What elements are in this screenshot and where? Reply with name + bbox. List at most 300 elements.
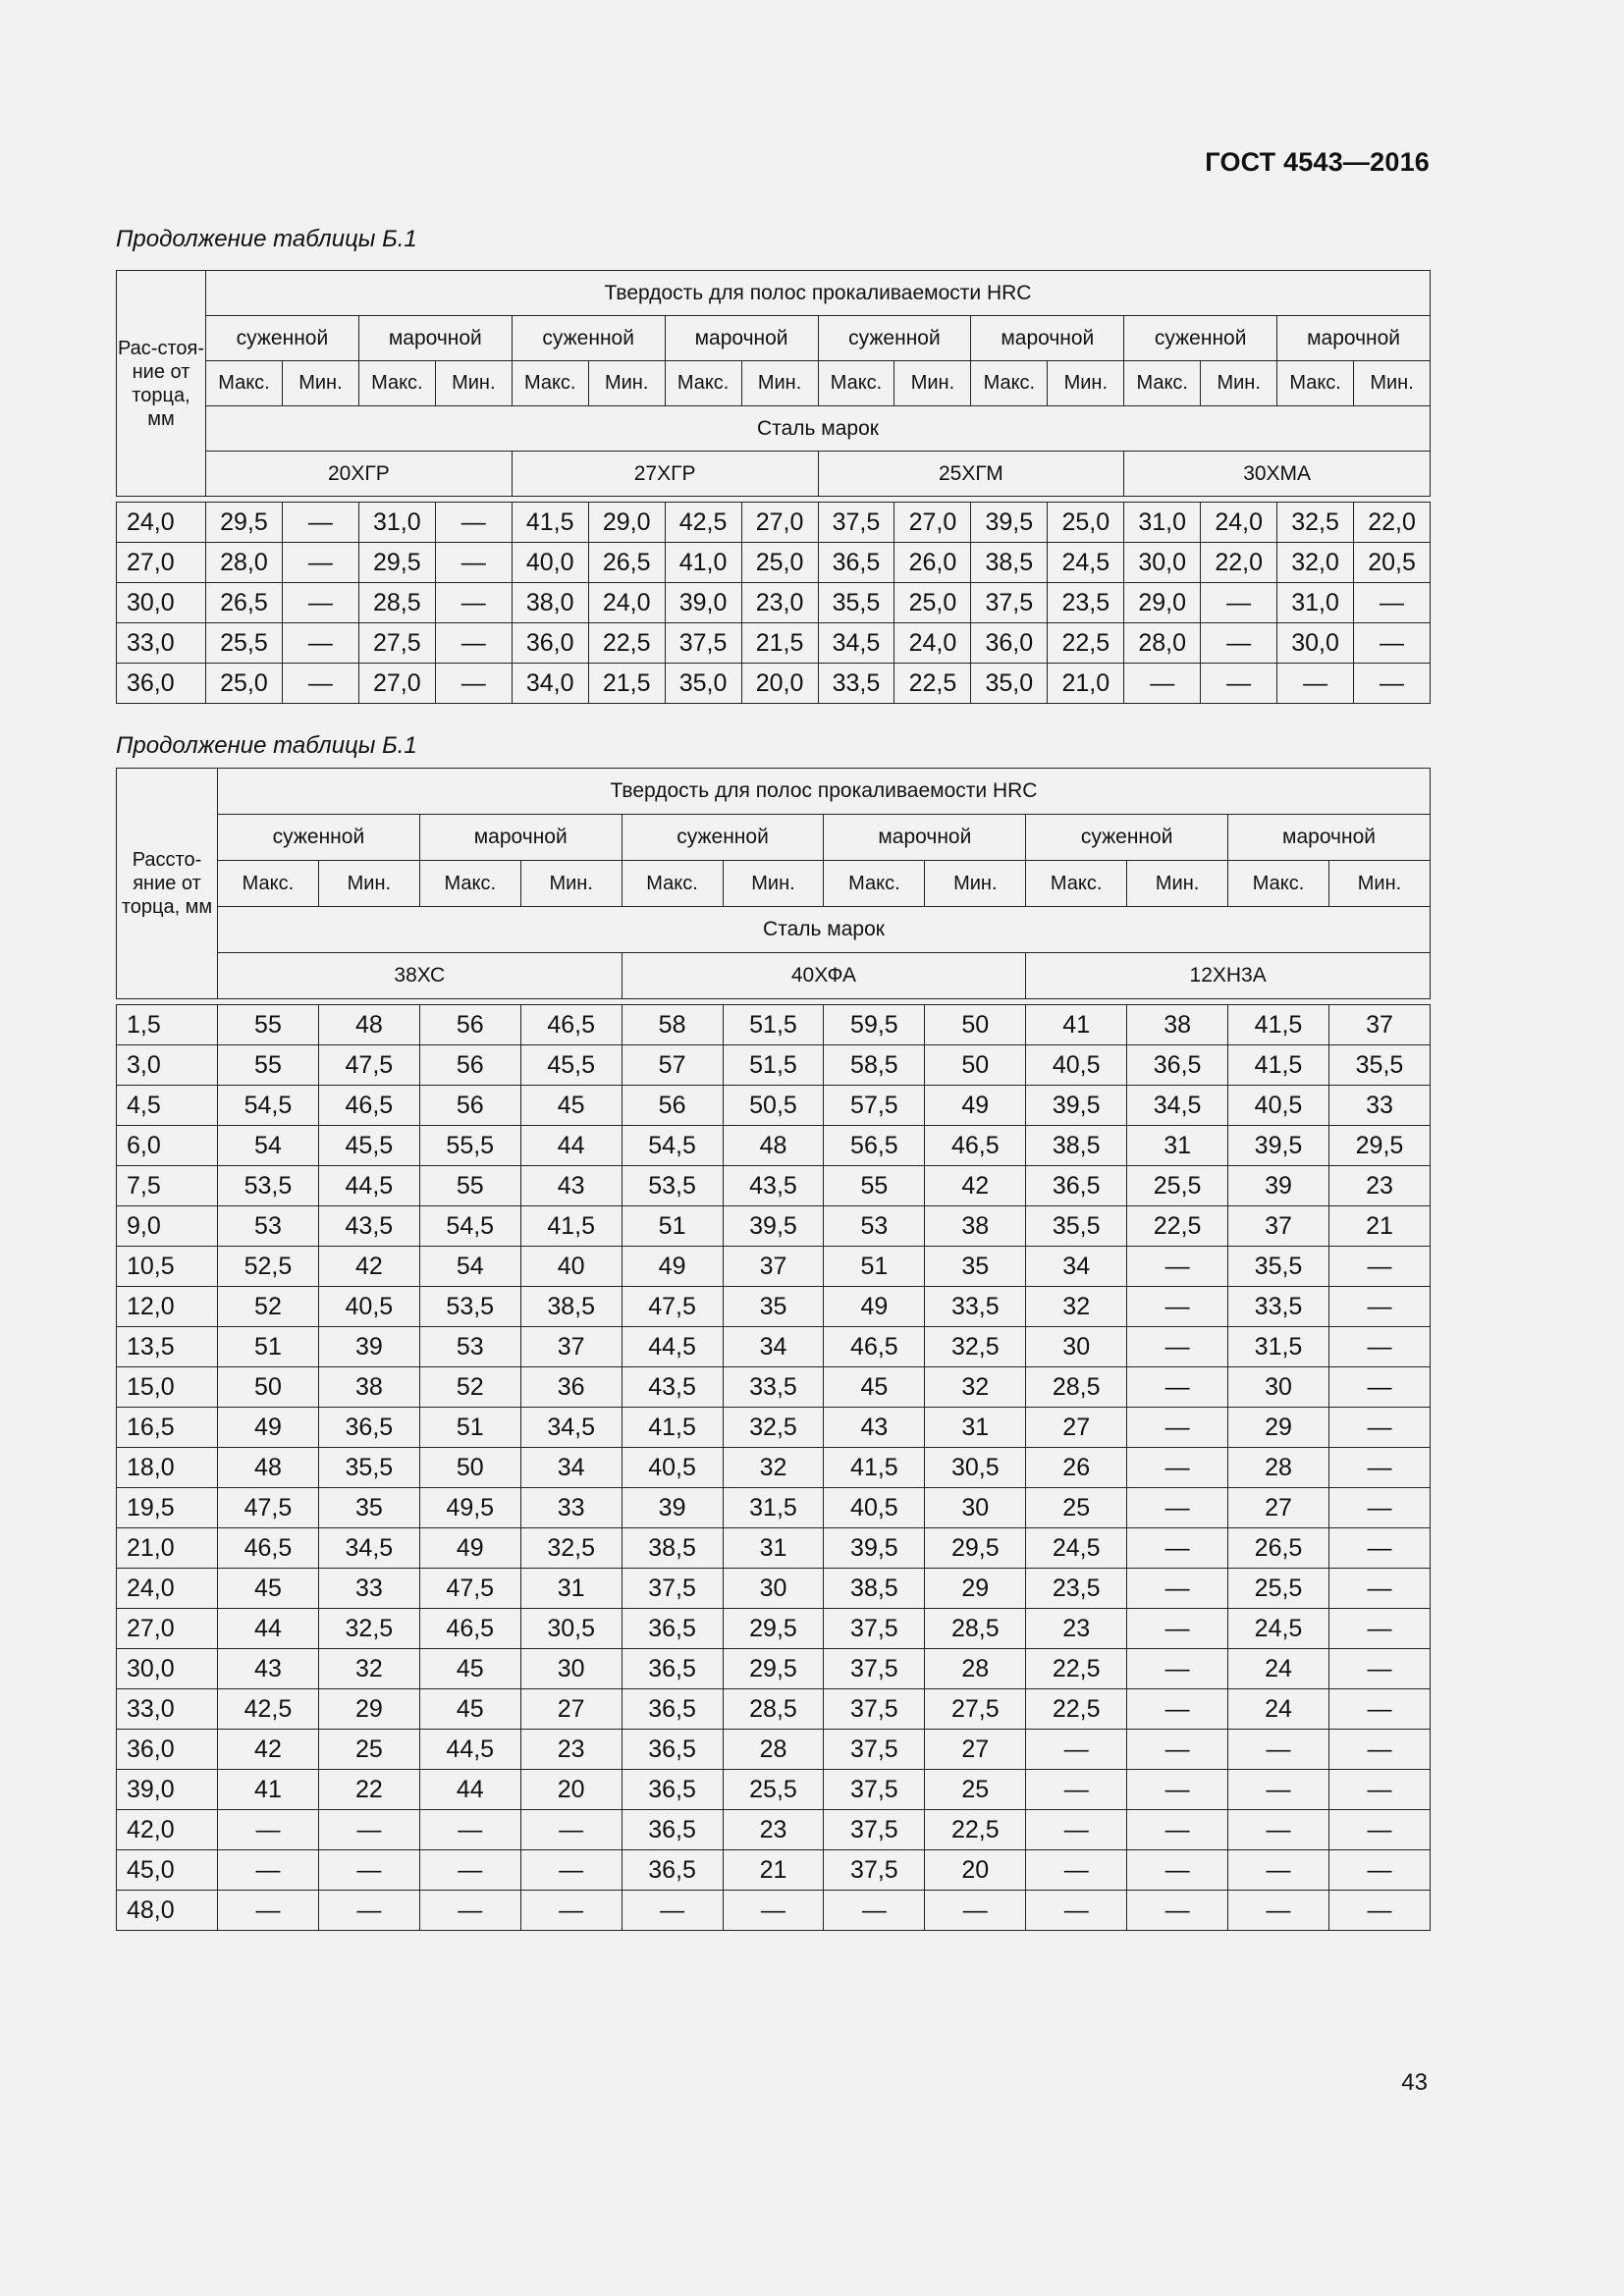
value-cell: — <box>1127 1327 1228 1367</box>
value-cell: 37,5 <box>824 1730 925 1770</box>
table-row <box>117 1408 1431 1448</box>
minmax-header: Макс. <box>206 361 283 406</box>
value-cell: 44,5 <box>318 1166 419 1206</box>
value-cell: 52 <box>419 1367 520 1408</box>
value-cell: 36,5 <box>622 1730 723 1770</box>
table-row <box>117 1448 1431 1488</box>
minmax-header: Макс. <box>818 361 894 406</box>
band-header: суженной <box>512 316 665 361</box>
value-cell: 49 <box>824 1287 925 1327</box>
distance-cell: 1,5 <box>117 1005 218 1045</box>
value-cell: 20,0 <box>741 664 818 704</box>
value-cell: — <box>1026 1850 1127 1891</box>
steel-title: Сталь марок <box>218 907 1431 953</box>
distance-cell: 15,0 <box>117 1367 218 1408</box>
value-cell: 41,5 <box>824 1448 925 1488</box>
value-cell: 37 <box>520 1327 622 1367</box>
value-cell: 23 <box>1328 1166 1430 1206</box>
value-cell: 33,5 <box>925 1287 1026 1327</box>
corner-header: Рас-стоя-ние от торца, мм <box>117 271 206 497</box>
value-cell: 43,5 <box>622 1367 723 1408</box>
value-cell: 32 <box>1026 1287 1127 1327</box>
value-cell: 25,0 <box>894 583 971 623</box>
value-cell: 48 <box>318 1005 419 1045</box>
value-cell: 44 <box>419 1770 520 1810</box>
value-cell: 38 <box>318 1367 419 1408</box>
value-cell: 34 <box>1026 1247 1127 1287</box>
value-cell: 30,0 <box>1277 623 1354 664</box>
value-cell: — <box>1127 1850 1228 1891</box>
value-cell: — <box>1328 1569 1430 1609</box>
value-cell: 44 <box>520 1126 622 1166</box>
value-cell: 32,5 <box>318 1609 419 1649</box>
band-header: марочной <box>358 316 512 361</box>
value-cell: — <box>1127 1649 1228 1689</box>
distance-cell: 27,0 <box>117 543 206 583</box>
distance-cell: 4,5 <box>117 1086 218 1126</box>
distance-cell: 3,0 <box>117 1045 218 1086</box>
value-cell: 26,5 <box>1228 1528 1329 1569</box>
value-cell: 56,5 <box>824 1126 925 1166</box>
value-cell: 37 <box>1228 1206 1329 1247</box>
value-cell: 29,5 <box>1328 1126 1430 1166</box>
value-cell: 36,0 <box>512 623 588 664</box>
value-cell: 25 <box>925 1770 1026 1810</box>
value-cell: 30,0 <box>1124 543 1201 583</box>
value-cell: 31 <box>723 1528 824 1569</box>
minmax-header: Мин. <box>1201 361 1277 406</box>
value-cell: 41,5 <box>520 1206 622 1247</box>
value-cell: — <box>1127 1810 1228 1850</box>
value-cell: 55,5 <box>419 1126 520 1166</box>
value-cell: 53 <box>419 1327 520 1367</box>
distance-cell: 16,5 <box>117 1408 218 1448</box>
value-cell: — <box>1328 1488 1430 1528</box>
minmax-header: Макс. <box>1228 861 1329 907</box>
value-cell: — <box>1127 1287 1228 1327</box>
value-cell: 39,5 <box>1026 1086 1127 1126</box>
value-cell: 33,5 <box>723 1367 824 1408</box>
value-cell: 36,5 <box>622 1609 723 1649</box>
value-cell: — <box>1328 1649 1430 1689</box>
value-cell: — <box>1026 1770 1127 1810</box>
value-cell: 51 <box>622 1206 723 1247</box>
value-cell: 35,0 <box>971 664 1048 704</box>
distance-cell: 39,0 <box>117 1770 218 1810</box>
distance-cell: 24,0 <box>117 503 206 543</box>
band-header: марочной <box>824 815 1026 861</box>
value-cell: 24,0 <box>894 623 971 664</box>
value-cell: 41 <box>218 1770 319 1810</box>
table-row <box>117 1810 1431 1850</box>
value-cell: 32,0 <box>1277 543 1354 583</box>
value-cell: — <box>1328 1408 1430 1448</box>
value-cell: 30 <box>723 1569 824 1609</box>
value-cell: — <box>1127 1488 1228 1528</box>
distance-cell: 42,0 <box>117 1810 218 1850</box>
value-cell: 32 <box>318 1649 419 1689</box>
value-cell: 45 <box>419 1649 520 1689</box>
value-cell: 53 <box>218 1206 319 1247</box>
value-cell: 36,5 <box>1026 1166 1127 1206</box>
distance-cell: 36,0 <box>117 664 206 704</box>
value-cell: 24,5 <box>1026 1528 1127 1569</box>
value-cell: — <box>1328 1850 1430 1891</box>
value-cell: 20 <box>925 1850 1026 1891</box>
distance-cell: 6,0 <box>117 1126 218 1166</box>
distance-cell: 12,0 <box>117 1287 218 1327</box>
value-cell: — <box>282 543 358 583</box>
value-cell: 59,5 <box>824 1005 925 1045</box>
value-cell: 23 <box>723 1810 824 1850</box>
value-cell: 50 <box>925 1005 1026 1045</box>
value-cell: 38 <box>1127 1005 1228 1045</box>
value-cell: 36,5 <box>622 1649 723 1689</box>
value-cell: 27,0 <box>894 503 971 543</box>
minmax-header: Макс. <box>218 861 319 907</box>
value-cell: — <box>282 623 358 664</box>
value-cell: 41 <box>1026 1005 1127 1045</box>
value-cell: 51 <box>824 1247 925 1287</box>
value-cell: 23,0 <box>741 583 818 623</box>
value-cell: 22,5 <box>894 664 971 704</box>
value-cell: 39,5 <box>824 1528 925 1569</box>
value-cell: 58,5 <box>824 1045 925 1086</box>
grade-header: 30ХМА <box>1124 452 1431 497</box>
corner-header: Рассто-яние от торца, мм <box>117 769 218 999</box>
value-cell: 22,5 <box>588 623 665 664</box>
value-cell: 28,5 <box>723 1689 824 1730</box>
minmax-header: Мин. <box>1354 361 1431 406</box>
value-cell: 28,5 <box>358 583 435 623</box>
value-cell: 54 <box>218 1126 319 1166</box>
value-cell: 34,5 <box>818 623 894 664</box>
value-cell: 37,5 <box>824 1649 925 1689</box>
value-cell: 37 <box>1328 1005 1430 1045</box>
value-cell: 26,0 <box>894 543 971 583</box>
value-cell: 35,5 <box>818 583 894 623</box>
value-cell: — <box>1127 1247 1228 1287</box>
table-caption: Продолжение таблицы Б.1 <box>116 226 417 252</box>
value-cell: 46,5 <box>419 1609 520 1649</box>
value-cell: 25 <box>318 1730 419 1770</box>
value-cell: — <box>520 1810 622 1850</box>
page-number: 43 <box>1401 2069 1428 2096</box>
value-cell: 50 <box>218 1367 319 1408</box>
value-cell: 21,5 <box>741 623 818 664</box>
value-cell: — <box>1026 1810 1127 1850</box>
value-cell: 27 <box>925 1730 1026 1770</box>
value-cell: 29,0 <box>1124 583 1201 623</box>
value-cell: 40,5 <box>622 1448 723 1488</box>
value-cell: 36,5 <box>622 1850 723 1891</box>
value-cell: — <box>1328 1287 1430 1327</box>
value-cell: 44,5 <box>419 1730 520 1770</box>
band-header: марочной <box>665 316 818 361</box>
distance-cell: 33,0 <box>117 1689 218 1730</box>
value-cell: 49,5 <box>419 1488 520 1528</box>
value-cell: 29,5 <box>723 1609 824 1649</box>
value-cell: 29,0 <box>588 503 665 543</box>
value-cell: 45 <box>824 1367 925 1408</box>
value-cell: 22 <box>318 1770 419 1810</box>
value-cell: — <box>218 1891 319 1931</box>
minmax-header: Макс. <box>1124 361 1201 406</box>
value-cell: 30 <box>925 1488 1026 1528</box>
value-cell: — <box>1228 1730 1329 1770</box>
value-cell: 23 <box>520 1730 622 1770</box>
value-cell: — <box>419 1891 520 1931</box>
value-cell: 38,5 <box>824 1569 925 1609</box>
value-cell: 28,0 <box>1124 623 1201 664</box>
value-cell: 40,5 <box>1228 1086 1329 1126</box>
value-cell: 50 <box>925 1045 1026 1086</box>
hardness-table-1 <box>116 270 1431 704</box>
value-cell: — <box>435 664 512 704</box>
value-cell: 30 <box>520 1649 622 1689</box>
value-cell: 25,5 <box>206 623 283 664</box>
table-row <box>117 1247 1431 1287</box>
value-cell: — <box>520 1850 622 1891</box>
value-cell: — <box>1228 1810 1329 1850</box>
minmax-header: Макс. <box>824 861 925 907</box>
table-row <box>117 1287 1431 1327</box>
value-cell: 56 <box>419 1005 520 1045</box>
value-cell: — <box>419 1850 520 1891</box>
value-cell: — <box>925 1891 1026 1931</box>
value-cell: 39 <box>318 1327 419 1367</box>
table-row <box>117 664 1431 704</box>
value-cell: 31 <box>925 1408 1026 1448</box>
value-cell: 55 <box>419 1166 520 1206</box>
value-cell: 28,5 <box>925 1609 1026 1649</box>
value-cell: — <box>1127 1448 1228 1488</box>
table-row <box>117 1730 1431 1770</box>
value-cell: 36,5 <box>622 1689 723 1730</box>
value-cell: 51,5 <box>723 1005 824 1045</box>
value-cell: 50 <box>419 1448 520 1488</box>
distance-cell: 45,0 <box>117 1850 218 1891</box>
value-cell: 22,5 <box>1026 1689 1127 1730</box>
table-row <box>117 1327 1431 1367</box>
value-cell: — <box>1124 664 1201 704</box>
band-header: суженной <box>1026 815 1228 861</box>
value-cell: 23,5 <box>1048 583 1124 623</box>
value-cell: 36,5 <box>622 1770 723 1810</box>
value-cell: 35,5 <box>318 1448 419 1488</box>
band-header: суженной <box>218 815 420 861</box>
table-row <box>117 1689 1431 1730</box>
value-cell: — <box>1328 1448 1430 1488</box>
table-row <box>117 543 1431 583</box>
hardness-table-2 <box>116 768 1431 1931</box>
value-cell: 32,5 <box>1277 503 1354 543</box>
value-cell: 34,5 <box>520 1408 622 1448</box>
value-cell: 24,5 <box>1228 1609 1329 1649</box>
value-cell: 20,5 <box>1354 543 1431 583</box>
value-cell: 21,5 <box>588 664 665 704</box>
value-cell: 23 <box>1026 1609 1127 1649</box>
distance-cell: 10,5 <box>117 1247 218 1287</box>
value-cell: 34 <box>723 1327 824 1367</box>
value-cell: 31,0 <box>358 503 435 543</box>
minmax-header: Мин. <box>1328 861 1430 907</box>
value-cell: 52,5 <box>218 1247 319 1287</box>
value-cell: 27 <box>1228 1488 1329 1528</box>
value-cell: 46,5 <box>520 1005 622 1045</box>
value-cell: 57 <box>622 1045 723 1086</box>
value-cell: 36,5 <box>622 1810 723 1850</box>
value-cell: 30 <box>1228 1367 1329 1408</box>
value-cell: — <box>282 503 358 543</box>
value-cell: 29 <box>318 1689 419 1730</box>
value-cell: — <box>1201 664 1277 704</box>
value-cell: 25,5 <box>1228 1569 1329 1609</box>
value-cell: 37,5 <box>824 1850 925 1891</box>
value-cell: 27,5 <box>925 1689 1026 1730</box>
value-cell: — <box>318 1891 419 1931</box>
value-cell: — <box>1127 1770 1228 1810</box>
value-cell: 29,5 <box>925 1528 1026 1569</box>
value-cell: 30,5 <box>925 1448 1026 1488</box>
value-cell: 38,5 <box>971 543 1048 583</box>
value-cell: 42,5 <box>218 1689 319 1730</box>
grade-header: 20ХГР <box>206 452 513 497</box>
value-cell: — <box>520 1891 622 1931</box>
value-cell: 25,0 <box>1048 503 1124 543</box>
value-cell: 41,5 <box>1228 1005 1329 1045</box>
value-cell: — <box>1328 1247 1430 1287</box>
value-cell: 32 <box>925 1367 1026 1408</box>
value-cell: 34,5 <box>318 1528 419 1569</box>
distance-cell: 13,5 <box>117 1327 218 1367</box>
value-cell: 27 <box>1026 1408 1127 1448</box>
value-cell: — <box>435 583 512 623</box>
value-cell: 56 <box>419 1086 520 1126</box>
value-cell: 22,5 <box>1127 1206 1228 1247</box>
value-cell: 27,0 <box>741 503 818 543</box>
distance-cell: 19,5 <box>117 1488 218 1528</box>
value-cell: 39,5 <box>723 1206 824 1247</box>
value-cell: — <box>1026 1891 1127 1931</box>
value-cell: 41,5 <box>1228 1045 1329 1086</box>
value-cell: — <box>1127 1689 1228 1730</box>
value-cell: 47,5 <box>318 1045 419 1086</box>
value-cell: 54,5 <box>218 1086 319 1126</box>
table-row <box>117 1126 1431 1166</box>
value-cell: 40,5 <box>318 1287 419 1327</box>
minmax-header: Макс. <box>1026 861 1127 907</box>
table-row <box>117 623 1431 664</box>
value-cell: 39 <box>622 1488 723 1528</box>
value-cell: 22,5 <box>1048 623 1124 664</box>
value-cell: 27,0 <box>358 664 435 704</box>
table-row <box>117 1488 1431 1528</box>
value-cell: 47,5 <box>218 1488 319 1528</box>
value-cell: — <box>435 543 512 583</box>
value-cell: 33,5 <box>818 664 894 704</box>
value-cell: 47,5 <box>419 1569 520 1609</box>
value-cell: — <box>1328 1367 1430 1408</box>
grade-header: 38ХС <box>218 953 623 999</box>
value-cell: 32,5 <box>520 1528 622 1569</box>
value-cell: 20 <box>520 1770 622 1810</box>
value-cell: 22,5 <box>925 1810 1026 1850</box>
value-cell: 35,0 <box>665 664 741 704</box>
value-cell: 23,5 <box>1026 1569 1127 1609</box>
minmax-header: Мин. <box>894 361 971 406</box>
minmax-header: Макс. <box>419 861 520 907</box>
value-cell: 36 <box>520 1367 622 1408</box>
value-cell: 37,5 <box>818 503 894 543</box>
document-header: ГОСТ 4543—2016 <box>1205 147 1430 177</box>
value-cell: 25,0 <box>206 664 283 704</box>
value-cell: 40,5 <box>1026 1045 1127 1086</box>
value-cell: 43,5 <box>723 1166 824 1206</box>
value-cell: 25,5 <box>1127 1166 1228 1206</box>
value-cell: 22,5 <box>1026 1649 1127 1689</box>
value-cell: 35,5 <box>1228 1247 1329 1287</box>
band-header: суженной <box>1124 316 1277 361</box>
value-cell: 37,5 <box>824 1609 925 1649</box>
value-cell: 29,5 <box>358 543 435 583</box>
value-cell: — <box>1328 1730 1430 1770</box>
minmax-header: Мин. <box>925 861 1026 907</box>
value-cell: 30,5 <box>520 1609 622 1649</box>
table-caption: Продолжение таблицы Б.1 <box>116 732 417 759</box>
value-cell: 31 <box>1127 1126 1228 1166</box>
value-cell: — <box>218 1810 319 1850</box>
value-cell: 55 <box>218 1005 319 1045</box>
value-cell: 28 <box>723 1730 824 1770</box>
value-cell: 39 <box>1228 1166 1329 1206</box>
value-cell: 42,5 <box>665 503 741 543</box>
value-cell: 47,5 <box>622 1287 723 1327</box>
value-cell: 31,0 <box>1124 503 1201 543</box>
minmax-header: Макс. <box>1277 361 1354 406</box>
value-cell: — <box>1127 1367 1228 1408</box>
value-cell: 31 <box>520 1569 622 1609</box>
value-cell: 37,5 <box>824 1689 925 1730</box>
table-row <box>117 1609 1431 1649</box>
value-cell: — <box>1228 1891 1329 1931</box>
value-cell: 46,5 <box>824 1327 925 1367</box>
value-cell: 27 <box>520 1689 622 1730</box>
value-cell: 56 <box>419 1045 520 1086</box>
band-header: марочной <box>1277 316 1431 361</box>
minmax-header: Макс. <box>665 361 741 406</box>
value-cell: 48 <box>218 1448 319 1488</box>
value-cell: 35,5 <box>1328 1045 1430 1086</box>
value-cell: — <box>1228 1770 1329 1810</box>
value-cell: — <box>1328 1891 1430 1931</box>
value-cell: 50,5 <box>723 1086 824 1126</box>
minmax-header: Мин. <box>1048 361 1124 406</box>
value-cell: 40 <box>520 1247 622 1287</box>
value-cell: 37,5 <box>971 583 1048 623</box>
value-cell: 36,5 <box>1127 1045 1228 1086</box>
value-cell: 45 <box>218 1569 319 1609</box>
value-cell: 46,5 <box>318 1086 419 1126</box>
value-cell: 34,0 <box>512 664 588 704</box>
value-cell: 30 <box>1026 1327 1127 1367</box>
value-cell: 28 <box>1228 1448 1329 1488</box>
value-cell: 35 <box>318 1488 419 1528</box>
value-cell: 32,5 <box>723 1408 824 1448</box>
value-cell: 38,5 <box>622 1528 723 1569</box>
value-cell: 35 <box>925 1247 1026 1287</box>
value-cell: 33 <box>520 1488 622 1528</box>
